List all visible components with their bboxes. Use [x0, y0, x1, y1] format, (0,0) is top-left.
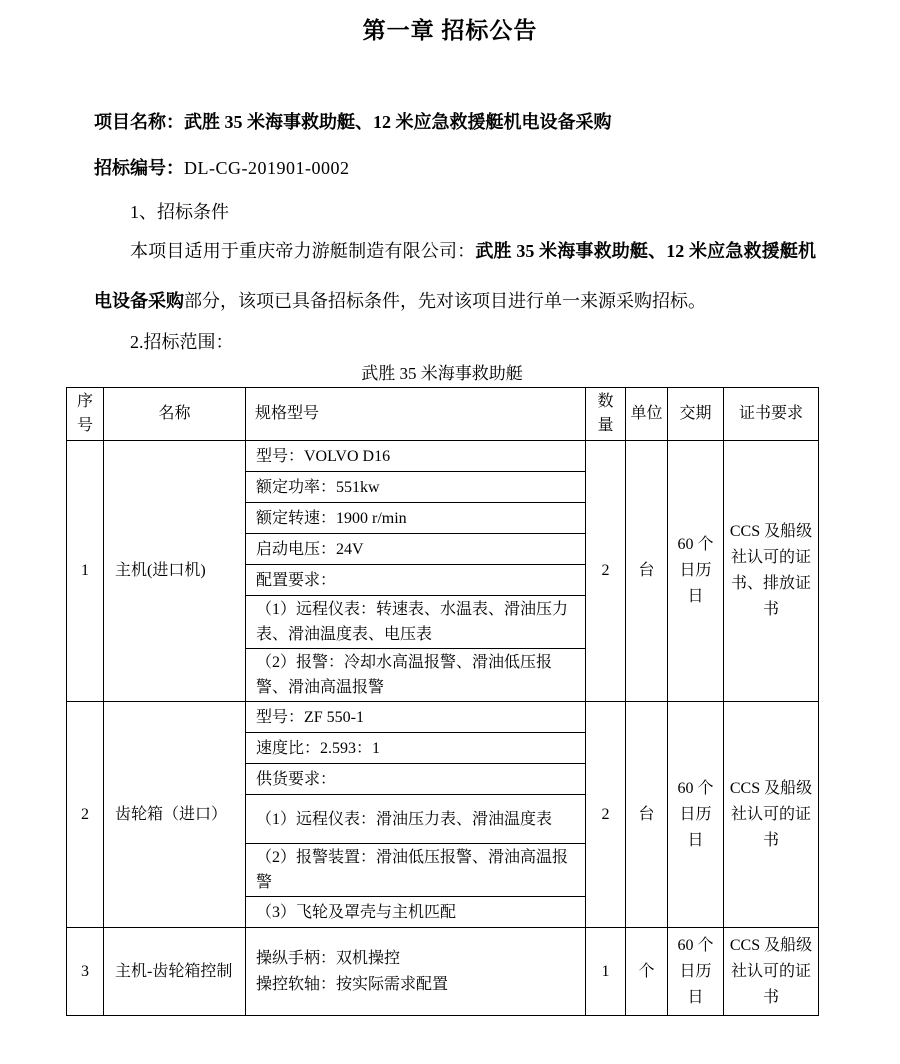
- header-qty: 数量: [586, 388, 626, 441]
- row2-spec-2: 速度比：2.593：1: [246, 733, 586, 764]
- row3-qty: 1: [586, 928, 626, 1016]
- row3-unit: 个: [626, 928, 668, 1016]
- row2-spec-6: （3）飞轮及罩壳与主机匹配: [246, 897, 586, 928]
- row2-name: 齿轮箱（进口）: [104, 702, 246, 928]
- row2-delivery: 60 个日历日: [668, 702, 724, 928]
- section-1-heading: 1、招标条件: [130, 202, 229, 222]
- row1-spec-4: 启动电压：24V: [246, 534, 586, 565]
- spec-table: [66, 387, 819, 1016]
- row2-unit: 台: [626, 702, 668, 928]
- row1-no: 1: [67, 441, 104, 702]
- intro-text-after: 部分，该项已具备招标条件，先对该项目进行单一来源采购招标。: [184, 291, 706, 311]
- intro-text-before: 本项目适用于重庆帝力游艇制造有限公司：: [130, 241, 476, 261]
- row1-qty: 2: [586, 441, 626, 702]
- row3-spec: [246, 928, 586, 1016]
- header-name: 名称: [104, 388, 246, 441]
- row1-delivery: 60 个日历日: [668, 441, 724, 702]
- row2-spec-3: 供货要求：: [246, 764, 586, 795]
- row1-spec-3: 额定转速：1900 r/min: [246, 503, 586, 534]
- chapter-title: 第一章 招标公告: [362, 18, 538, 43]
- row2-qty: 2: [586, 702, 626, 928]
- tender-number-value: DL-CG-201901-0002: [184, 158, 350, 178]
- project-name-line: [94, 109, 820, 136]
- row3-cert: CCS 及船级社认可的证书: [724, 928, 819, 1016]
- row3-name: 主机-齿轮箱控制: [104, 928, 246, 1016]
- header-delivery: 交期: [668, 388, 724, 441]
- intro-paragraph: [94, 226, 816, 326]
- table-row-1: [67, 441, 819, 472]
- intro-bold-project-name: 武胜 35 米海事救助艇、12 米应急救援艇机电设备采购: [94, 241, 817, 311]
- row1-unit: 台: [626, 441, 668, 702]
- header-unit: 单位: [626, 388, 668, 441]
- row2-spec-5: （2）报警装置：滑油低压报警、滑油高温报警: [246, 844, 586, 897]
- section-2-heading: 2.招标范围：: [130, 332, 234, 352]
- row1-spec-1: 型号：VOLVO D16: [246, 441, 586, 472]
- row1-name: 主机(进口机): [104, 441, 246, 702]
- header-no: 序号: [67, 388, 104, 441]
- row2-cert: CCS 及船级社认可的证书: [724, 702, 819, 928]
- row1-spec-5: 配置要求：: [246, 565, 586, 596]
- tender-number-label: 招标编号：: [94, 158, 184, 178]
- table-row-3: [67, 928, 819, 1016]
- table-row-2: [67, 702, 819, 733]
- row2-spec-1: 型号：ZF 550-1: [246, 702, 586, 733]
- row3-spec-line-2: 操控软轴：按实际需求配置: [256, 975, 449, 993]
- row3-delivery: 60 个日历日: [668, 928, 724, 1016]
- header-spec: 规格型号: [246, 388, 586, 441]
- row1-spec-6: （1）远程仪表：转速表、水温表、滑油压力表、滑油温度表、电压表: [246, 596, 586, 649]
- table-header-row: [67, 388, 819, 441]
- tender-number-line: [94, 155, 820, 182]
- row3-spec-line-1: 操纵手柄：双机操控: [256, 949, 401, 967]
- row2-spec-4: （1）远程仪表：滑油压力表、滑油温度表: [246, 795, 586, 844]
- row3-no: 3: [67, 928, 104, 1016]
- header-cert: 证书要求: [724, 388, 819, 441]
- row2-no: 2: [67, 702, 104, 928]
- project-name-label: 项目名称：: [94, 112, 184, 132]
- project-name-value: 武胜 35 米海事救助艇、12 米应急救援艇机电设备采购: [184, 112, 612, 132]
- row1-spec-2: 额定功率：551kw: [246, 472, 586, 503]
- table-title: 武胜 35 米海事救助艇: [361, 364, 523, 383]
- row1-spec-7: （2）报警：冷却水高温报警、滑油低压报警、滑油高温报警: [246, 649, 586, 702]
- row1-cert: CCS 及船级社认可的证书、排放证书: [724, 441, 819, 702]
